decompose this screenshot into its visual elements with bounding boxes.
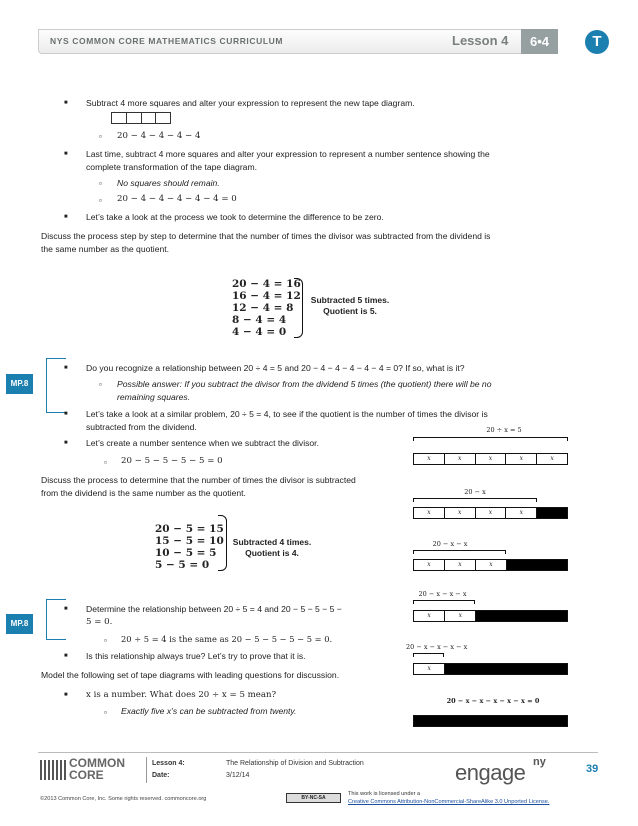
brace-note-line: Quotient is 5. [323,306,377,316]
tape-cell-removed [445,664,567,674]
sub-bullet-text: 20 − 4 − 4 − 4 − 4 − 4 = 0 [117,194,237,204]
tape-cell: x [506,454,537,464]
bullet-icon: ■ [64,100,68,106]
tape-brace [413,653,444,657]
sub-bullet-icon: ▫ [99,196,102,205]
tape-brace [413,498,537,502]
sub-bullet-icon: ▫ [99,132,102,141]
sub-bullet-icon: ▫ [99,380,102,389]
tape-diagram [413,610,568,622]
tape-cell: x [414,611,445,621]
page-number: 39 [586,763,599,775]
equation: 12 − 4 = 8 [232,302,294,314]
tape-brace [413,437,568,441]
engage-logo-text: engage [455,760,526,785]
tape-label: 20 − x − x − x − x [406,643,468,651]
bullet-text: Determine the relationship between 20 ÷ 5 = 4 and 20 − 5 − 5 − 5 − [86,604,342,614]
license-line1: This work is licensed under a [348,791,421,797]
bullet-icon: ■ [64,653,68,659]
paragraph: from the dividend is the same number as the quotient. [41,488,246,498]
tape-cell: x [445,508,476,518]
footer-divider [38,752,598,753]
right-brace [218,515,227,571]
paragraph: Discuss the process to determine that the number of times the divisor is subtracted [41,475,356,485]
tape-brace [413,600,475,604]
bullet-text: Let’s take a look at a similar problem, 20 ÷ 5 = 4, to see if the quotient is the number of times the divisor is [86,409,488,419]
mp-bracket-line [46,599,47,639]
sub-bullet-text: 20 − 4 − 4 − 4 − 4 [117,131,201,141]
mp-bracket-line [46,358,47,412]
mp-bracket-tick [46,358,66,359]
sub-bullet-text: Exactly five x’s can be subtracted from twenty. [121,706,297,716]
tape-cell: x [414,664,445,674]
tape-cell: x [476,454,507,464]
bullet-icon: ■ [64,606,68,612]
grade-badge: 6•4 [521,29,558,54]
equation: 8 − 4 = 4 [232,314,287,326]
tape-diagram [413,507,568,519]
bullet-text: Last time, subtract 4 more squares and alter your expression to represent a number sentence showing the [86,149,490,159]
mp-bracket-tick [46,639,66,640]
bullet-icon: ■ [64,440,68,446]
bullet-icon: ■ [64,692,68,698]
tape-cell: x [445,560,476,570]
bullet-icon: ■ [64,151,68,157]
tape-cell: x [445,611,476,621]
brace-note-line: Quotient is 4. [245,548,299,558]
bullet-text: Let’s create a number sentence when we subtract the divisor. [86,438,319,448]
bullet-text: complete transformation of the tape diagram. [86,162,258,172]
mp-bracket-tick [46,412,66,413]
bullet-text: x is a number. What does 20 ÷ x = 5 mean? [86,690,277,700]
sub-bullet-icon: ▫ [104,636,107,645]
tape-cell: x [550,455,554,462]
sub-bullet-icon: ▫ [104,708,107,717]
equation: 15 − 5 = 10 [155,535,224,547]
footer-copyright: ©2013 Common Core, Inc. Some rights reserved. commoncore.org [40,796,207,802]
tape-diagram [413,663,568,675]
equation: 5 − 5 = 0 [155,559,210,571]
sub-bullet-icon: ▫ [99,179,102,188]
equation: 4 − 4 = 0 [232,326,287,338]
tape-label: 20 − x − x [432,540,468,548]
sub-bullet-text: No squares should remain. [117,178,220,188]
teacher-badge: T [585,30,609,54]
sub-bullet-text: 20 ÷ 5 = 4 is the same as 20 − 5 − 5 − 5 − 5 = 0. [121,634,333,644]
tape-cell-removed [537,508,567,518]
equation-list [155,523,224,571]
sub-bullet-text: 20 − 5 − 5 − 5 − 5 = 0 [121,456,223,466]
tape-label: 20 − x [464,488,486,496]
tape-label: 20 − x − x − x − x − x = 0 [446,697,540,705]
tape-cell: x [476,560,507,570]
tape-diagram [413,559,568,571]
brace-note-line: Subtracted 4 times. [232,537,312,547]
brace-note [232,537,312,559]
logo-common: COMMON [69,756,125,770]
tape-cell: x [414,560,445,570]
mp8-badge: MP.8 [6,374,33,394]
sub-bullet-text: remaining squares. [117,392,191,402]
footer-separator [146,757,147,783]
sub-bullet-text: Possible answer: If you subtract the divisor from the dividend 5 times (the quotient) there will be no [117,379,492,389]
tape-cell-removed [476,611,567,621]
tape-diagram-small [111,112,171,124]
tape-label: 20 ÷ x = 5 [486,426,522,434]
brace-note [307,295,393,317]
bullet-icon: ■ [64,214,68,220]
equation: 10 − 5 = 5 [155,547,217,559]
tape-cell: x [414,508,445,518]
logo-core: CORE [69,768,104,782]
engage-logo-ny: ny [533,756,546,768]
tape-diagram-empty [413,715,568,727]
bullet-text: Is this relationship always true? Let’s try to prove that it is. [86,651,306,661]
mp8-badge: MP.8 [6,614,33,634]
bullet-text: 5 = 0. [86,617,113,627]
brace-note-line: Subtracted 5 times. [310,295,390,305]
tape-cell: x [476,508,507,518]
equation: 20 − 4 = 16 [232,278,301,290]
bullet-text: Subtract 4 more squares and alter your expression to represent the new tape diagram. [86,98,415,108]
bullet-text: Let’s take a look at the process we took to determine the difference to be zero. [86,212,384,222]
footer-date-label: Date: [152,772,170,779]
tape-diagram [413,453,568,465]
license-link[interactable]: Creative Commons Attribution-NonCommercial-ShareAlike 3.0 Unported License. [348,799,550,805]
bullet-icon: ■ [64,411,68,417]
tape-cell: x [445,454,476,464]
tape-cell: x [506,508,537,518]
mp-bracket-tick [46,599,66,600]
common-core-logo-icon [40,760,66,780]
footer-date-value: 3/12/14 [226,772,250,779]
right-brace [294,278,303,338]
bullet-text: Do you recognize a relationship between 20 ÷ 4 = 5 and 20 − 4 − 4 − 4 − 4 − 4 = 0? If so, what is it? [86,363,465,373]
curriculum-title: NYS COMMON CORE MATHEMATICS CURRICULUM [50,36,284,46]
paragraph: Model the following set of tape diagrams with leading questions for discussion. [41,670,340,680]
paragraph: the same number as the quotient. [41,244,170,254]
tape-cell-removed [507,560,567,570]
tape-label: 20 − x − x − x [418,590,467,598]
bullet-text: subtracted from the dividend. [86,422,197,432]
equation-list [232,278,301,338]
sub-bullet-icon: ▫ [104,458,107,467]
paragraph: Discuss the process step by step to determine that the number of times the divisor was subtracted from the dividend is [41,231,491,241]
tape-cell: x [414,454,445,464]
cc-license-badge: BY-NC-SA [286,793,341,803]
footer-lesson-label: Lesson 4: [152,760,185,767]
footer-lesson-title: The Relationship of Division and Subtraction [226,760,364,767]
tape-brace [413,550,506,554]
lesson-label: Lesson 4 [452,33,509,48]
equation: 20 − 5 = 15 [155,523,224,535]
bullet-icon: ■ [64,365,68,371]
equation: 16 − 4 = 12 [232,290,301,302]
